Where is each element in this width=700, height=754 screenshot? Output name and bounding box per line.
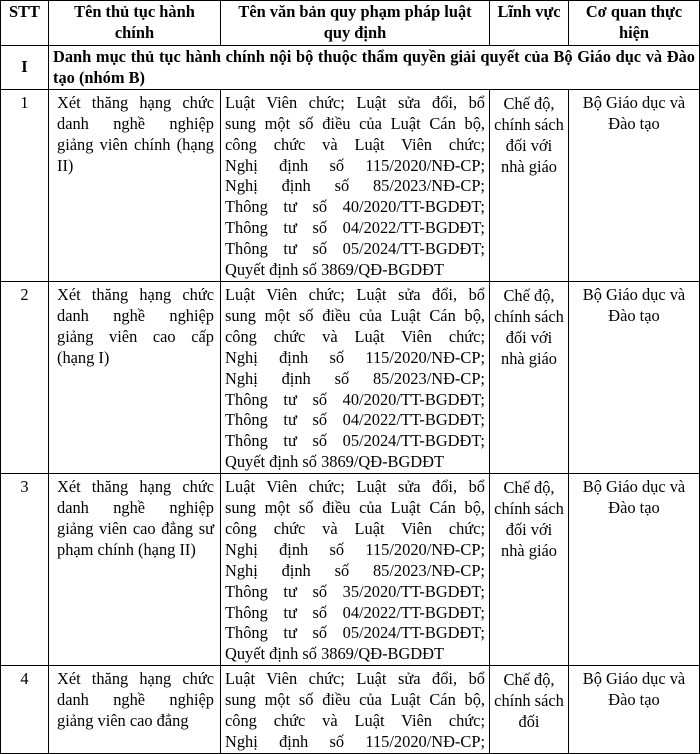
law-line: Nghị định số 115/2020/NĐ-CP;	[225, 539, 485, 559]
row-field: Chế độ, chính sách đối với nhà giáo	[490, 281, 569, 473]
row-stt: 4	[1, 666, 49, 754]
row-field: Chế độ, chính sách đối với nhà giáo	[490, 89, 569, 281]
row-agency: Bộ Giáo dục và Đào tạo	[569, 281, 700, 473]
law-line: Nghị định số 115/2020/NĐ-CP;	[225, 347, 485, 367]
row-agency: Bộ Giáo dục và Đào tạo	[569, 474, 700, 666]
table-row	[1, 281, 700, 473]
law-line: sung một số điều của Luật Cán bộ,	[225, 498, 485, 518]
law-line: Quyết định số 3869/QĐ-BGDĐT	[225, 644, 444, 664]
law-line: Thông tư số 05/2024/TT-BGDĐT;	[225, 623, 485, 643]
law-line: Quyết định số 3869/QĐ-BGDĐT	[225, 452, 444, 472]
header-field: Lĩnh vực	[490, 1, 569, 46]
law-line: sung một số điều của Luật Cán bộ,	[225, 305, 485, 325]
law-line: công chức và Luật Viên chức;	[225, 711, 485, 731]
law-line: Thông tư số 04/2022/TT-BGDĐT;	[225, 410, 485, 430]
row-procedure-name: Xét thăng hạng chức danh nghề nghiệp giảng viên cao đẳng	[49, 666, 221, 754]
row-field: Chế độ, chính sách đối với nhà giáo	[490, 474, 569, 666]
law-line: Nghị định số 115/2020/NĐ-CP;	[225, 732, 485, 751]
table-row	[1, 666, 700, 754]
table-header-row	[1, 1, 700, 46]
law-line: công chức và Luật Viên chức;	[225, 518, 485, 538]
law-line: Thông tư số 35/2020/TT-BGDĐT;	[225, 581, 485, 601]
row-procedure-name: Xét thăng hạng chức danh nghề nghiệp giảng viên chính (hạng II)	[49, 89, 221, 281]
law-line: Luật Viên chức; Luật sửa đổi, bổ	[225, 477, 485, 497]
row-stt: 3	[1, 474, 49, 666]
law-line: Luật Viên chức; Luật sửa đổi, bổ	[225, 284, 485, 304]
law-line: Nghị định số 85/2023/NĐ-CP;	[225, 560, 485, 580]
row-procedure-name: Xét thăng hạng chức danh nghề nghiệp giảng viên cao cấp (hạng I)	[49, 281, 221, 473]
law-line: Nghị định số 85/2023/NĐ-CP;	[225, 176, 485, 196]
law-line: sung một số điều của Luật Cán bộ,	[225, 690, 485, 710]
row-stt: 1	[1, 89, 49, 281]
law-line: Thông tư số 05/2024/TT-BGDĐT;	[225, 239, 485, 259]
section-row	[1, 46, 700, 90]
law-line: công chức và Luật Viên chức;	[225, 326, 485, 346]
row-legal-documents	[221, 474, 490, 666]
table-row	[1, 89, 700, 281]
row-legal-documents	[221, 281, 490, 473]
row-agency: Bộ Giáo dục và Đào tạo	[569, 89, 700, 281]
law-line: công chức và Luật Viên chức;	[225, 134, 485, 154]
law-line: Thông tư số 04/2022/TT-BGDĐT;	[225, 218, 485, 238]
header-agency: Cơ quan thực hiện	[569, 1, 700, 46]
law-line: Nghị định số 85/2023/NĐ-CP;	[225, 368, 485, 388]
law-line: Luật Viên chức; Luật sửa đổi, bổ	[225, 92, 485, 112]
header-procedure-name: Tên thủ tục hành chính	[49, 1, 221, 46]
law-line: Thông tư số 40/2020/TT-BGDĐT;	[225, 197, 485, 217]
row-field: Chế độ, chính sách đối	[490, 666, 569, 754]
law-line: Thông tư số 05/2024/TT-BGDĐT;	[225, 431, 485, 451]
row-legal-documents	[221, 666, 490, 754]
row-agency: Bộ Giáo dục và Đào tạo	[569, 666, 700, 754]
row-legal-documents	[221, 89, 490, 281]
section-title: Danh mục thủ tục hành chính nội bộ thuộc thẩm quyền giải quyết của Bộ Giáo dục và Đào tạo (nhóm B)	[49, 46, 700, 90]
row-procedure-name: Xét thăng hạng chức danh nghề nghiệp giảng viên cao đẳng sư phạm chính (hạng II)	[49, 474, 221, 666]
row-stt: 2	[1, 281, 49, 473]
law-line: Luật Viên chức; Luật sửa đổi, bổ	[225, 669, 485, 689]
law-line: Nghị định số 115/2020/NĐ-CP;	[225, 155, 485, 175]
law-line: Thông tư số 04/2022/TT-BGDĐT;	[225, 602, 485, 622]
header-legal-documents: Tên văn bản quy phạm pháp luật quy định	[221, 1, 490, 46]
section-number: I	[1, 46, 49, 90]
law-line: Quyết định số 3869/QĐ-BGDĐT	[225, 260, 444, 280]
header-stt: STT	[1, 1, 49, 46]
law-line: sung một số điều của Luật Cán bộ,	[225, 113, 485, 133]
table-row	[1, 474, 700, 666]
law-line: Thông tư số 40/2020/TT-BGDĐT;	[225, 389, 485, 409]
